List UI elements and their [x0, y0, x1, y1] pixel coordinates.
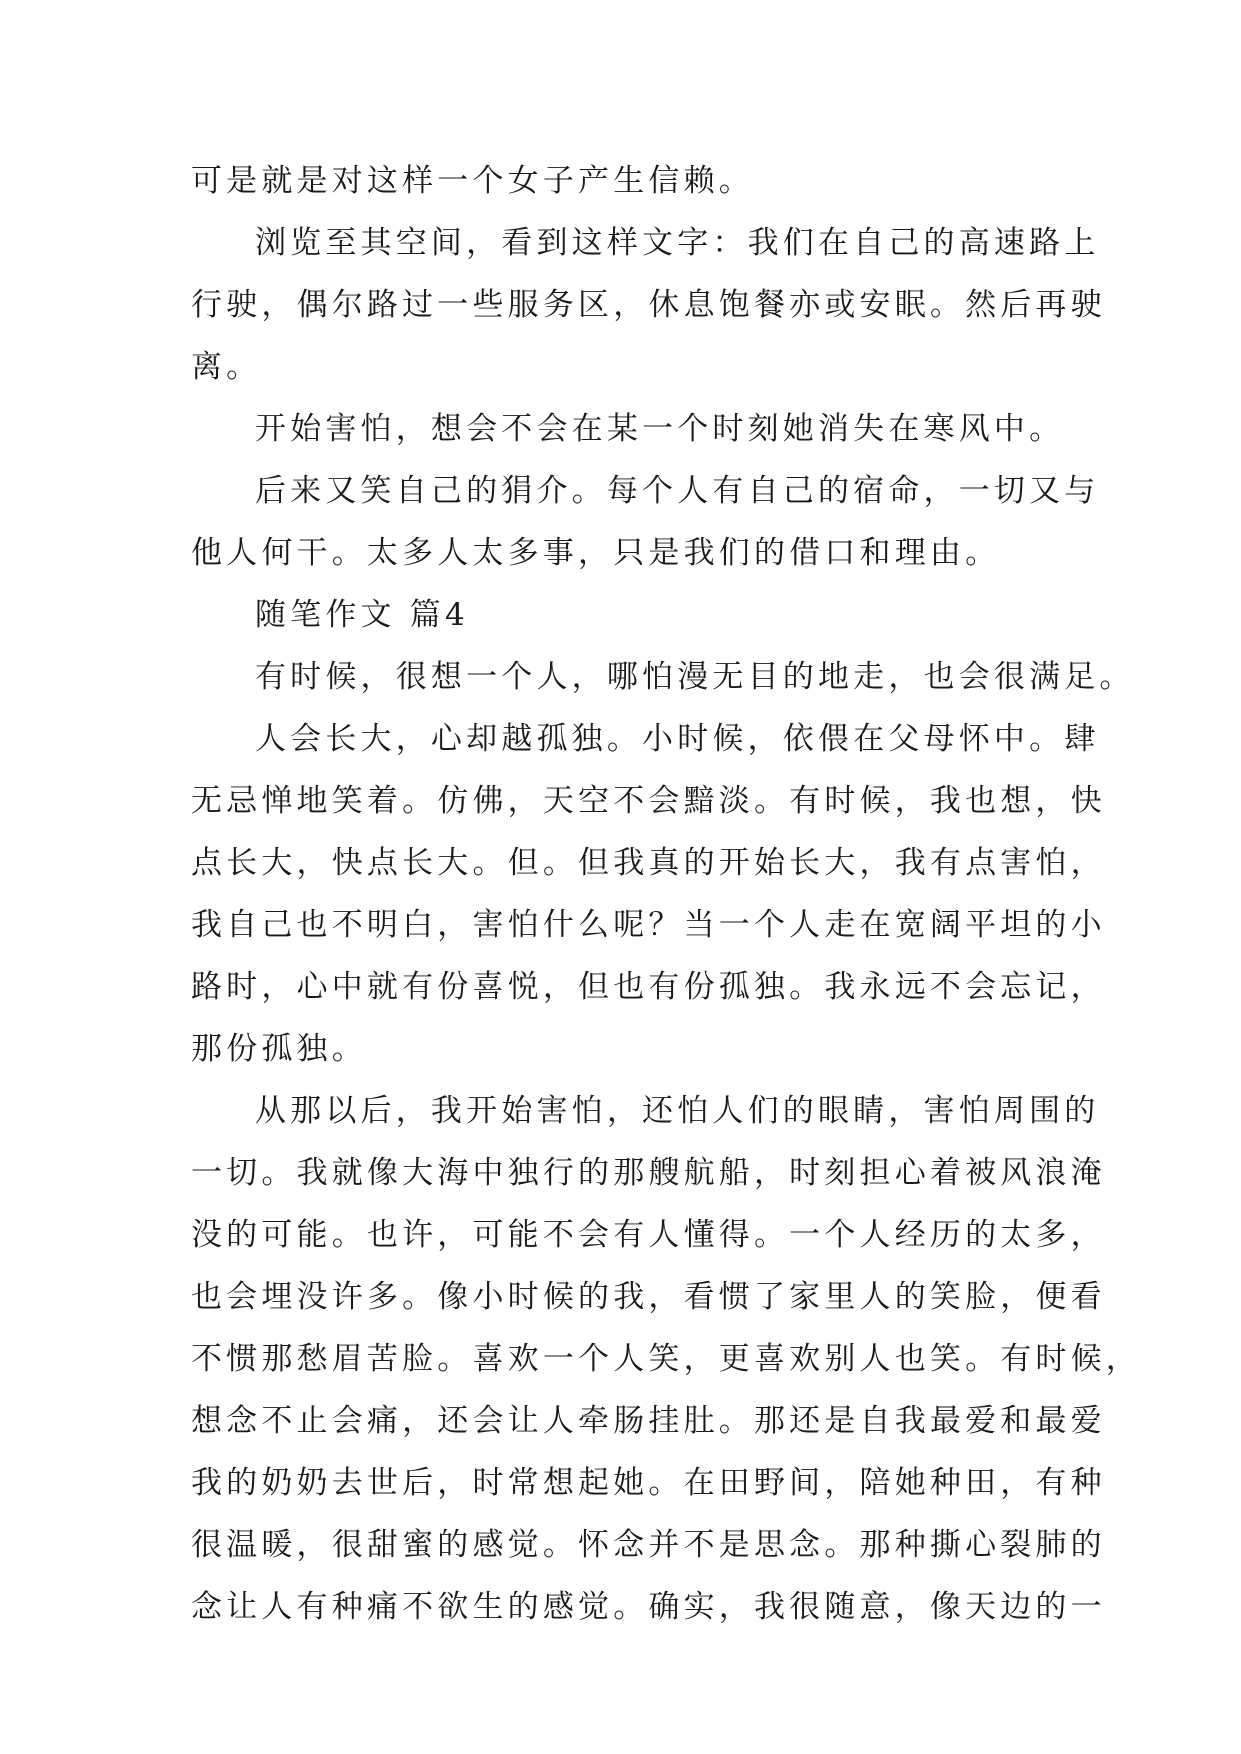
text-line: 离。 — [191, 349, 262, 385]
text-line: 也会埋没许多。像小时候的我，看惯了家里人的笑脸，便看 — [191, 1279, 1106, 1315]
text-line: 路时，心中就有份喜悦，但也有份孤独。我永远不会忘记， — [191, 969, 1106, 1005]
text-line: 我自己也不明白，害怕什么呢？当一个人走在宽阔平坦的小 — [191, 907, 1106, 943]
text-line: 想念不止会痛，还会让人牵肠挂肚。那还是自我最爱和最爱 — [191, 1403, 1106, 1439]
paragraph-start-line: 人会长大，心却越孤独。小时候，依偎在父母怀中。肆 — [255, 721, 1100, 757]
text-line: 可是就是对这样一个女子产生信赖。 — [191, 163, 754, 199]
paragraph-start-line: 开始害怕，想会不会在某一个时刻她消失在寒风中。 — [255, 411, 1065, 447]
text-line: 很温暖，很甜蜜的感觉。怀念并不是思念。那种撕心裂肺的 — [191, 1527, 1106, 1563]
text-line: 不惯那愁眉苦脸。喜欢一个人笑，更喜欢别人也笑。有时候， — [191, 1341, 1141, 1377]
text-line: 我的奶奶去世后，时常想起她。在田野间，陪她种田，有种 — [191, 1465, 1106, 1501]
document-body — [191, 150, 1141, 1638]
text-line: 他人何干。太多人太多事，只是我们的借口和理由。 — [191, 535, 1001, 571]
section-heading: 随笔作文 篇4 — [255, 597, 469, 633]
paragraph-start-line: 浏览至其空间，看到这样文字：我们在自己的高速路上 — [255, 225, 1100, 261]
text-line: 无忌惮地笑着。仿佛，天空不会黯淡。有时候，我也想，快 — [191, 783, 1106, 819]
text-line: 那份孤独。 — [191, 1031, 367, 1067]
text-line: 一切。我就像大海中独行的那艘航船，时刻担心着被风浪淹 — [191, 1155, 1106, 1191]
paragraph-start-line: 有时候，很想一个人，哪怕漫无目的地走，也会很满足。 — [255, 659, 1135, 695]
text-line: 没的可能。也许，可能不会有人懂得。一个人经历的太多， — [191, 1217, 1106, 1253]
paragraph-start-line: 后来又笑自己的狷介。每个人有自己的宿命，一切又与 — [255, 473, 1100, 509]
paragraph-start-line: 从那以后，我开始害怕，还怕人们的眼睛，害怕周围的 — [255, 1093, 1100, 1129]
text-line: 行驶，偶尔路过一些服务区，休息饱餐亦或安眠。然后再驶 — [191, 287, 1106, 323]
text-line: 点长大，快点长大。但。但我真的开始长大，我有点害怕， — [191, 845, 1106, 881]
text-line: 念让人有种痛不欲生的感觉。确实，我很随意，像天边的一 — [191, 1589, 1106, 1625]
